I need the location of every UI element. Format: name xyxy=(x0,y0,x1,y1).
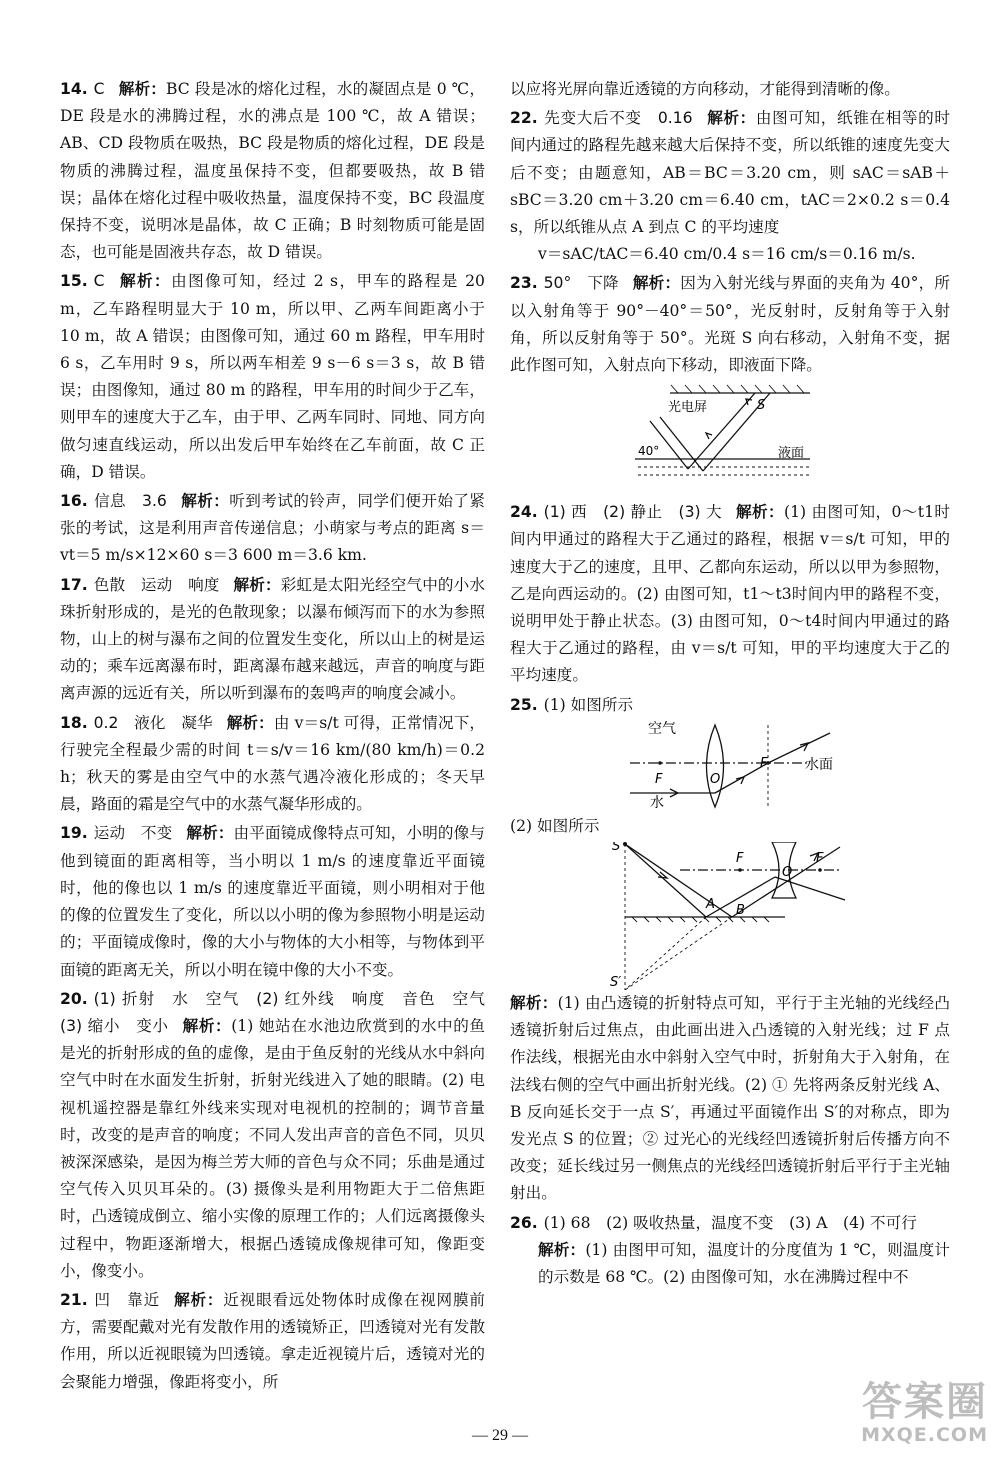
answer-24 xyxy=(510,499,950,689)
optical-center-label: O xyxy=(782,865,793,881)
answer-26 xyxy=(510,1210,950,1292)
analysis-text: 因为入射光线与界面的夹角为 40°，所以入射角等于 90°－40°＝50°，光反射时，反射角等于入射角，所以反射角等于 50°。光斑 S 向右移动，入射角不变，据此作图可知，入射点向下移动，即液面下降。 xyxy=(510,274,950,375)
answer-text: 先变大后不变 0.16 xyxy=(543,109,693,128)
analysis-text: BC 段是冰的熔化过程，水的凝固点是 0 ℃，DE 段是水的沸腾过程，水的沸点是 100 ℃，故 A 错误；AB、CD 段物质在吸热，BC 段是物质的熔化过程，DE 段是物质的沸腾过程，温度虽保持不变，但都要吸热，故 B 错误；晶体在熔化过程中吸收热量，温度保持不变，BC 段温度保持不变，说明冰是晶体，故 C 正确；B 时刻物质可能是固态，也可能是固液共存态，故 D 错误。 xyxy=(60,80,485,262)
question-number: 14. xyxy=(60,80,88,98)
spot-s-label: S xyxy=(757,398,766,414)
analysis-text: (1) 她站在水池边欣赏到的水中的鱼是光的折射形成的鱼的虚像，是由于鱼反射的光线从水中斜向空气中时在水面发生折射，折射光线进入了她的眼睛。(2) 电视机遥控器是靠红外线来实现对电视机的控制的；调节音量时，改变的是声音的响度；不同人发出声音的音色不同，贝贝被深深感染，是因为梅兰芳大师的音色与众不同；乐曲是通过空气传入贝贝耳朵的。(3) 摄像头是利用物距大于二倍焦距时，凸透镜成倒立、缩小实像的原理工作的；人们远离摄像头过程中，物距逐渐增大，根据凸透镜成像规律可知，像距变小，像变小。 xyxy=(60,1016,485,1280)
analysis-text: (1) 由图甲可知，温度计的分度值为 1 ℃，则温度计的示数是 68 ℃。(2) 由图像可知，水在沸腾过程中不 xyxy=(538,1240,950,1287)
answer-14 xyxy=(60,76,485,266)
analysis-text: 彩虹是太阳光经空气中的小水珠折射形成的，是光的色散现象；以瀑布倾泻而下的水为参照物，山上的树与瀑布之间的位置发生变化，所以山上的树是运动的；乘车远离瀑布时，距离瀑布越来越远，声音的响度与距离声源的远近有关，所以听到瀑布的轰鸣声的响度会减小。 xyxy=(60,575,485,703)
question-number: 20. xyxy=(60,989,88,1008)
point-a-label: A xyxy=(706,897,715,913)
answer-text: (1) 折射 水 空气 (2) 红外线 响度 音色 空气 (3) 缩小 变小 xyxy=(60,989,501,1035)
answer-25-analysis xyxy=(510,990,950,1208)
point-b-label: B xyxy=(736,903,745,919)
question-number: 26. xyxy=(510,1213,538,1232)
answer-text: 50° 下降 xyxy=(543,274,619,293)
question-number: 23. xyxy=(510,274,538,293)
question-number: 25. xyxy=(510,695,538,714)
answer-21-continued xyxy=(510,76,950,103)
question-number: 16. xyxy=(60,492,88,511)
focus-left-label: F xyxy=(655,771,663,787)
answer-text: 运动 不变 xyxy=(93,824,173,843)
question-number: 17. xyxy=(60,575,88,594)
answer-23 xyxy=(510,270,950,379)
focus-left-label: F xyxy=(736,851,744,867)
answer-text: 凹 靠近 xyxy=(93,1290,161,1309)
water-surface-label: 水面 xyxy=(805,756,833,773)
answer-18 xyxy=(60,710,485,819)
question-number: 18. xyxy=(60,713,88,732)
answer-21 xyxy=(60,1287,485,1396)
question-number: 24. xyxy=(510,503,538,522)
analysis-text: 由图像可知，经过 2 s，甲车的路程是 20 m，乙车路程明显大于 10 m，所以甲、乙两车间距离小于 10 m，故 A 错误；由图像可知，通过 60 m 路程，甲车用时 6 s，乙车用时 9 s，所以两车相差 9 s－6 s＝3 s，故 B 错误；由图像知，通过 80 m 的路程，甲车用的时间少于乙车，则甲车的速度大于乙车，由于甲、乙两车同时、同地、同方向做匀速直线运动，所以出发后甲车始终在乙车前面，故 C 正确，D 错误。 xyxy=(60,272,485,481)
answer-25-part-2 xyxy=(510,813,950,840)
answer-text: 色散 运动 响度 xyxy=(93,575,220,594)
focus-right-label: F xyxy=(760,755,768,771)
water-label: 水 xyxy=(650,794,664,811)
figure-concave-lens xyxy=(510,842,950,990)
analysis-label: 解析： xyxy=(118,80,167,98)
source-s-label: S xyxy=(612,842,621,855)
analysis-text: (1) 由凸透镜的折射特点可知，平行于主光轴的光线经凸透镜折射后过焦点，由此画出进入凸透镜的入射光线；过 F 点作法线，根据光由水中斜射入空气中时，折射角大于入射角，在法线右侧的空气中画出折射光线。(2) ① 先将两条反射光线 A、B 反向延长交于一点 S′，再通过平面镜作出 S′的对称点，即为发光点 S 的位置；② 过光心的光线经凹透镜折射后传播方向不改变；延长线过另一侧焦点的光线经凹透镜折射后平行于主光轴射出。 xyxy=(510,994,950,1203)
part-two-label: (2) 如图所示 xyxy=(510,816,600,835)
question-number: 15. xyxy=(60,272,88,291)
analysis-text: 由平面镜成像特点可知，小明的像与他到镜面的距离相等，当小明以 1 m/s 的速度靠近平面镜时，他的像也以 1 m/s 的速度靠近平面镜，则小明相对于他的像的位置发生了变化，所以以小明的像为参照物小明是运动的；平面镜成像时，像的大小与物体的大小相等，与物体到平面镜的距离无关，所以小明在镜中像的大小不变。 xyxy=(60,824,485,979)
analysis-label: 解析： xyxy=(180,492,230,511)
focus-right-label: F xyxy=(816,851,824,867)
analysis-label: 解析： xyxy=(186,824,234,843)
analysis-text: 近视眼看远处物体时成像在视网膜前方，需要配戴对光有发散作用的透镜矫正，凹透镜对光有发散作用，所以近视眼镜为凹透镜。拿走近视镜片后，透镜对光的会聚能力增强，像距将变小，所 xyxy=(60,1290,485,1391)
analysis-label: 解析： xyxy=(736,503,785,522)
part-one-label: (1) 如图所示 xyxy=(543,695,634,714)
watermark-title: 答案圈 xyxy=(862,1379,988,1425)
answer-text: 信息 3.6 xyxy=(93,492,167,511)
analysis-text: (1) 由图可知，0～t1时间内甲通过的路程大于乙通过的路程，根据 v＝s/t 可知，甲的速度大于乙的速度，且甲、乙都向东运动，所以以甲为参照物，乙是向西运动的。(2) 由图可知，t1～t3时间内甲的路程不变，说明甲处于静止状态。(3) 由图可知，0～t4时间内甲通过的路程大于乙通过的路程，由 v＝s/t 可知，甲的平均速度大于乙的平均速度。 xyxy=(510,503,950,685)
watermark-url: MXQE.COM xyxy=(861,1424,988,1446)
answer-text: (1) 西 (2) 静止 (3) 大 xyxy=(543,503,722,522)
answer-text: C xyxy=(93,272,105,291)
angle-label: 40° xyxy=(638,444,660,459)
analysis-label: 解析： xyxy=(118,272,172,291)
analysis-label: 解析： xyxy=(632,274,681,293)
analysis-label: 解析： xyxy=(182,1016,232,1035)
answer-text: (1) 68 (2) 吸收热量，温度不变 (3) A (4) 不可行 xyxy=(543,1213,917,1232)
analysis-text: 听到考试的铃声，同学们便开始了紧张的考试，这是利用声音传递信息；小萌家与考点的距离 s＝vt＝5 m/s×12×60 s＝3 600 m＝3.6 km. xyxy=(60,492,485,565)
optical-center-label: O xyxy=(710,771,721,787)
analysis-text: 行驶完全程最少需的时间 t＝s/v＝16 km/(80 km/h)＝0.2 h；秋天的雾是由空气中的水蒸气遇冷液化形成的；冬天早晨，路面的霜是空气中的水蒸气凝华形成的。 xyxy=(60,740,485,814)
analysis-label: 解析： xyxy=(706,109,756,128)
formula-line: v＝sAC/tAC＝6.40 cm/0.4 s＝16 cm/s＝0.16 m/s. xyxy=(538,245,916,264)
analysis-label: 解析： xyxy=(226,713,274,732)
figure-reflection-diagram xyxy=(510,381,950,499)
analysis-label: 解析： xyxy=(174,1290,224,1309)
screen-label: 光电屏 xyxy=(668,400,708,416)
analysis-text: 以应将光屏向靠近透镜的方向移动，才能得到清晰的像。 xyxy=(510,80,900,98)
analysis-label: 解析： xyxy=(233,575,281,594)
watermark-logo xyxy=(838,1380,988,1446)
image-s-prime-label: S′ xyxy=(610,975,622,991)
answer-25 xyxy=(510,692,950,719)
left-column xyxy=(60,76,501,1398)
analysis-text: 由图可知，纸锥在相等的时间内通过的路程先越来越大后保持不变，所以纸锥的速度先变大后不变；由题意知，AB＝BC＝3.20 cm，则 sAC＝sAB＋sBC＝3.20 cm＋3.20 cm＝6.40 cm，tAC＝2×0.2 s＝0.4 s，所以纸锥从点 A 到点 C 的平均速度 xyxy=(510,109,950,237)
liquid-surface-label: 液面 xyxy=(778,446,805,462)
analysis-label: 解析： xyxy=(510,994,558,1013)
analysis-text: 由 v＝s/t 可得，正常情况下， xyxy=(273,713,485,732)
question-number: 21. xyxy=(60,1290,88,1309)
answer-17 xyxy=(60,572,485,708)
answer-text: 0.2 液化 凝华 xyxy=(93,713,213,732)
answer-19 xyxy=(60,820,485,983)
right-column xyxy=(510,76,950,1293)
answer-15 xyxy=(60,268,485,486)
analysis-block xyxy=(510,1237,950,1291)
figure-convex-lens xyxy=(510,721,950,813)
answer-16 xyxy=(60,488,485,570)
question-number: 19. xyxy=(60,824,88,843)
analysis-label: 解析： xyxy=(538,1240,586,1259)
page-number: — 29 — xyxy=(472,1427,528,1444)
air-label: 空气 xyxy=(648,720,676,737)
answer-22 xyxy=(510,105,950,268)
question-number: 22. xyxy=(510,109,538,128)
answer-20 xyxy=(60,986,501,1285)
answer-text: C xyxy=(93,80,105,98)
